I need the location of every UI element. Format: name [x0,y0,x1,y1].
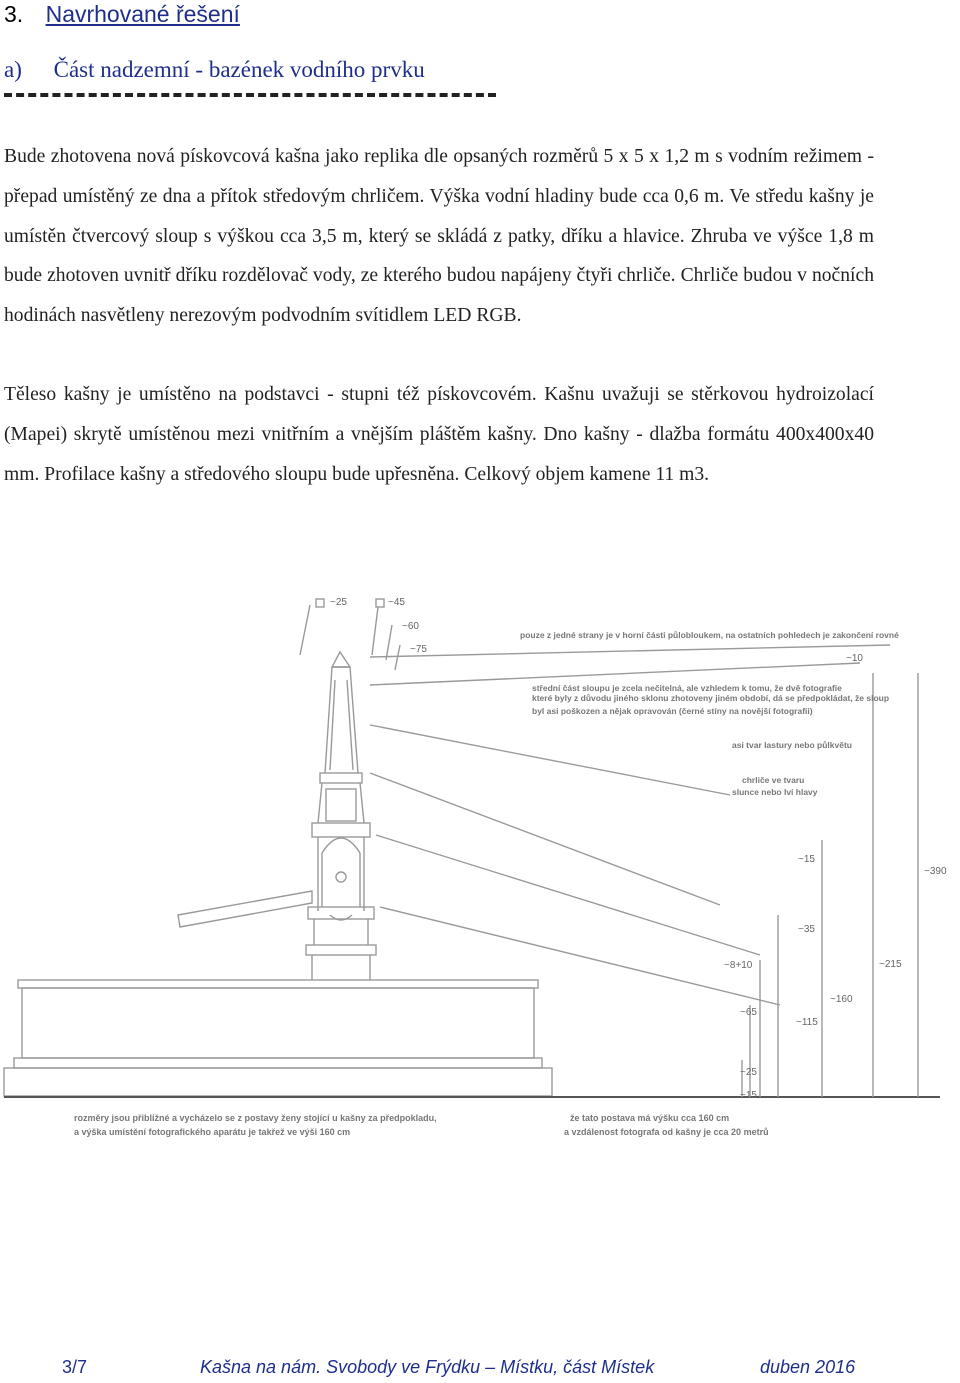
paragraph-construction: Těleso kašny je umístěno na podstavci - stupni též pískovcovém. Kašnu uvažuji se stěrkovou hydroizolací (Mapei) skrytě umístěnou mezi vnitřním a vnějším pláštěm kašny. Dno kašny - dlažba formátu 400x400x40 mm. Profilace kašny a středového sloupu bude upřesněna. Celkový objem kamene 11 m3. [4,384,874,485]
dim-label: ~15 [740,1090,757,1101]
dim-label: ~25 [330,597,347,608]
arch-shell [322,838,360,853]
drawing-note: pouze z jedné strany je v horní části půlobloukem, na ostatních pohledech je zakončení rovné [520,630,899,640]
dim-label: ~10 [846,653,863,664]
page-footer [0,1343,960,1383]
footer-date: duben 2016 [760,1357,856,1377]
section-title: Navrhované řešení [45,1,240,27]
obelisk-tip [332,652,350,667]
bottom-note: a vzdálenost fotografa od kašny je cca 20 metrů [564,1127,769,1137]
drawing-note: asi tvar lastury nebo půlkvětu [732,740,852,750]
bottom-note: že tato postava má výšku cca 160 cm [570,1113,730,1123]
subsection-title: Část nadzemní - bazének vodního prvku [53,57,425,82]
dim-box [316,599,324,607]
fountain-drawing [0,585,960,1160]
dim-label: ~8+10 [724,960,753,971]
subsection-label: a) [4,57,22,82]
drawing-note: které byly z důvodu jiného sklonu zhotoveny jiném období, dá se předpokládat, že sloup [532,693,890,703]
dim-box [376,599,384,607]
drawing-note: slunce nebo lví hlavy [732,787,818,797]
footer-title: Kašna na nám. Svobody ve Frýdku – Místku, část Místek [200,1357,655,1377]
subsection-heading [4,56,425,84]
drawing-note: byl asi poškozen a nějak opravován (černé stíny na novější fotografii) [532,706,813,716]
drawing-note: střední část sloupu je zcela nečitelná, ale vzhledem k tomu, že dvě fotografie [532,683,842,693]
dim-label: ~115 [796,1017,818,1028]
dim-label: ~65 [740,1007,757,1018]
spout-rosette [336,872,346,882]
section-number: 3. [4,1,24,27]
bottom-note: a výška umístění fotografického aparátu je takřež ve výši 160 cm [74,1127,351,1137]
bottom-note: rozměry jsou přibližné a vycházelo se z postavy ženy stojící u kašny za předpokladu, [74,1113,437,1123]
dim-label: ~35 [798,924,815,935]
dim-label: ~45 [388,597,405,608]
paragraph-description: Bude zhotovena nová pískovcová kašna jako replika dle opsaných rozměrů 5 x 5 x 1,2 m s vodním režimem - přepad umístěný ze dna a přítok středovým chrličem. Výška vodní hladiny bude cca 0,6 m. Ve středu kašny je umístěn čtvercový sloup s výškou cca 3,5 m, který se skládá z patky, dříku a hlavice. Zhruba ve výšce 1,8 m bude zhotoven uvnitř dříku rozdělovač vody, ze kterého budou napájeny čtyři chrliče. Chrliče budou v nočních hodinách nasvětleny nerezovým podvodním svítidlem LED RGB. [4,146,874,327]
dim-label: ~75 [410,644,427,655]
dim-label: ~215 [879,959,902,970]
dim-label: ~25 [740,1067,757,1078]
dim-label: ~390 [924,866,947,877]
dim-label: ~15 [798,854,815,865]
section-heading [4,0,240,28]
dim-label: ~160 [830,994,853,1005]
drawing-note: chrliče ve tvaru [742,775,805,785]
footer-page-number: 3/7 [62,1357,88,1377]
dashed-divider [4,93,496,97]
spout-pipe [178,891,312,927]
dim-label: ~60 [402,621,419,632]
